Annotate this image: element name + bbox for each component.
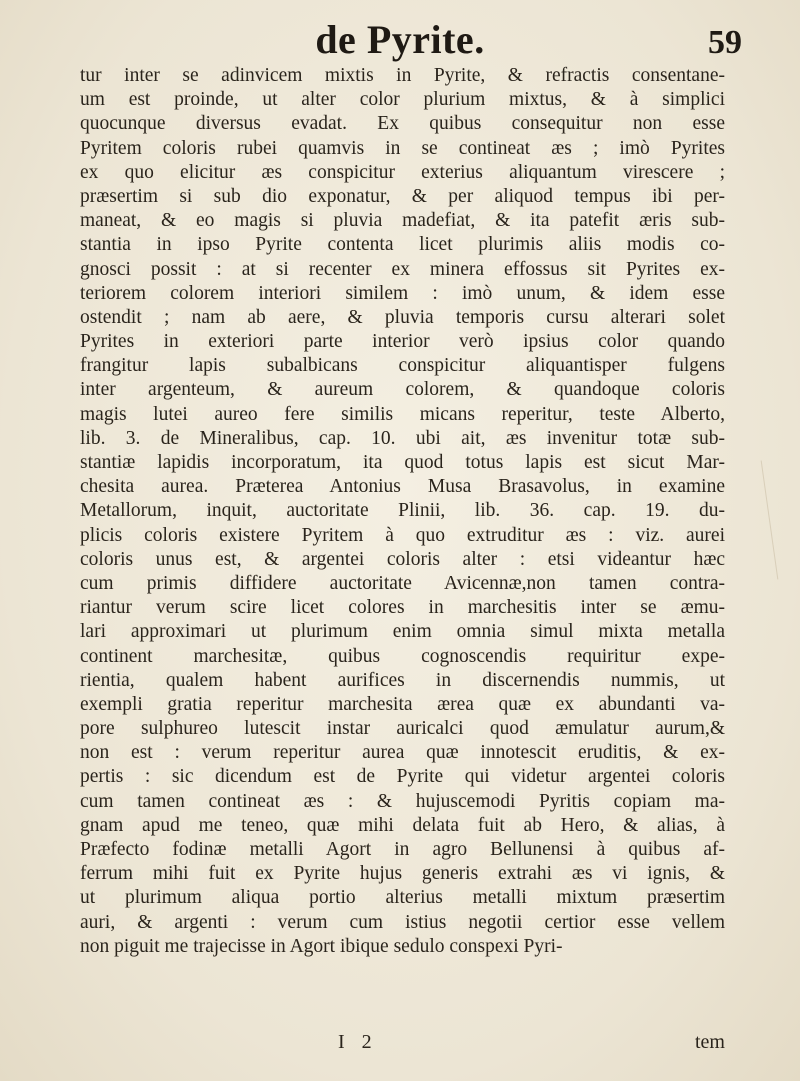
text-line: gnosci possit : at si recenter ex minera effossus sit Pyrites ex-: [80, 258, 725, 280]
text-line: um est proinde, ut alter color plurium mixtus, & à simplici: [80, 89, 725, 111]
text-line: pertis : sic dicendum est de Pyrite qui videtur argentei coloris: [80, 766, 725, 788]
text-line: plicis coloris existere Pyritem à quo extruditur æs : viz. aurei: [80, 524, 725, 546]
text-line: Metallorum, inquit, auctoritate Plinii, lib. 36. cap. 19. du-: [80, 500, 725, 522]
text-line: Præfecto fodinæ metalli Agort in agro Bellunensi à quibus af-: [80, 839, 725, 860]
text-line: Pyritem coloris rubei quamvis in se contineat æs ; imò Pyrites: [80, 137, 725, 159]
text-line: cum primis diffidere auctoritate Avicennæ,non tamen contra-: [80, 572, 725, 594]
signature-mark: I 2: [338, 1031, 378, 1053]
text-line: chesita aurea. Præterea Antonius Musa Brasavolus, in examine: [80, 476, 725, 498]
page-number: 59: [708, 24, 742, 61]
text-line: ostendit ; nam ab aere, & pluvia temporis cursu alterari solet: [80, 306, 725, 328]
text-line: lib. 3. de Mineralibus, cap. 10. ubi ait, æs invenitur totæ sub-: [80, 427, 725, 449]
text-line: cum tamen contineat æs : & hujuscemodi Pyritis copiam ma-: [80, 790, 725, 812]
text-line: quocunque diversus evadat. Ex quibus consequitur non esse: [80, 113, 725, 135]
text-line: coloris unus est, & argentei coloris alter : etsi videantur hæc: [80, 548, 725, 570]
text-line: gnam apud me teneo, quæ mihi delata fuit ab Hero, & alias, à: [80, 814, 725, 836]
page-footer: [80, 1031, 725, 1059]
running-title: de Pyrite.: [315, 17, 485, 62]
text-line: ut plurimum aliqua portio alterius metalli mixtum præsertim: [80, 887, 725, 909]
text-line: stantia in ipso Pyrite contenta licet plurimis aliis modis co-: [80, 234, 725, 256]
text-line: stantiæ lapidis incorporatum, ita quod totus lapis est sicut Mar-: [80, 452, 725, 473]
text-line: ex quo elicitur æs conspicitur exterius aliquantum virescere ;: [80, 161, 725, 183]
text-line: pore sulphureo lutescit instar auricalci quod æmulatur aurum,&: [80, 718, 725, 740]
text-line: Pyrites in exteriori parte interior verò ipsius color quando: [80, 331, 725, 353]
text-line: inter argenteum, & aureum colorem, & quandoque coloris: [80, 379, 725, 401]
text-line: teriorem colorem interiori similem : imò unum, & idem esse: [80, 282, 725, 304]
text-line: magis lutei aureo fere similis micans reperitur, teste Alberto,: [80, 403, 725, 425]
catchword: tem: [695, 1031, 725, 1053]
text-line: continent marchesitæ, quibus cognoscendis requiritur expe-: [80, 645, 725, 667]
text-line: exempli gratia reperitur marchesita ærea quæ ex abundanti va-: [80, 693, 725, 715]
text-line: non piguit me trajecisse in Agort ibique sedulo conspexi Pyri-: [80, 935, 563, 957]
text-line: lari approximari ut plurimum enim omnia simul mixta metalla: [80, 621, 725, 643]
text-line: præsertim si sub dio exponatur, & per aliquod tempus ibi per-: [80, 185, 725, 207]
text-line: ferrum mihi fuit ex Pyrite hujus generis extrahi æs vi ignis, &: [80, 863, 725, 885]
paper-fold-mark: [761, 461, 779, 580]
text-line: auri, & argenti : verum cum istius negotii certior esse vellem: [80, 911, 725, 933]
text-line: rientia, qualem habent aurifices in discernendis nummis, ut: [80, 669, 725, 691]
text-line: tur inter se adinvicem mixtis in Pyrite, & refractis consentane-: [80, 65, 725, 86]
text-line: frangitur lapis subalbicans conspicitur aliquantisper fulgens: [80, 355, 725, 377]
page-header: [0, 12, 800, 72]
text-line: riantur verum scire licet colores in marchesitis inter se æmu-: [80, 597, 725, 619]
text-line: maneat, & eo magis si pluvia madefiat, & ita patefit æris sub-: [80, 210, 725, 232]
text-line: non est : verum reperitur aurea quæ innotescit eruditis, & ex-: [80, 742, 725, 764]
body-text: [80, 64, 725, 959]
